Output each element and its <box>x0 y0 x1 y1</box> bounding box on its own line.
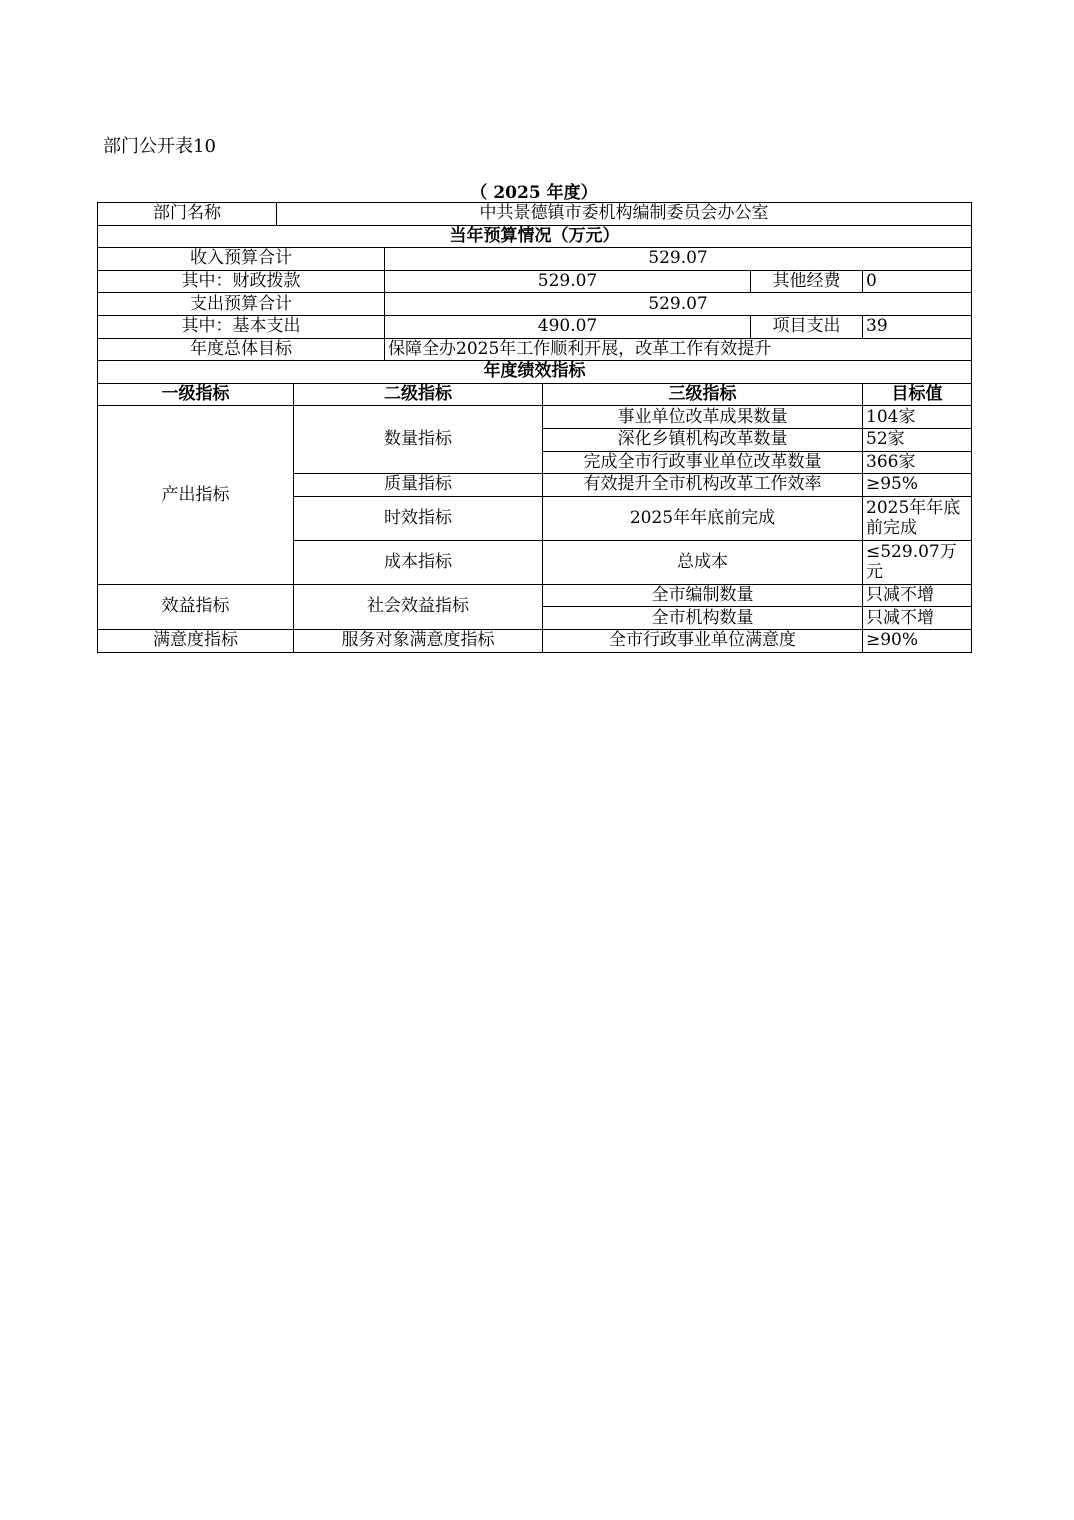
fiscal-row <box>98 270 972 293</box>
other-funds-value: 0 <box>863 270 972 293</box>
quality-item-name: 有效提升全市机构改革工作效率 <box>543 474 863 497</box>
social-benefit-label: 社会效益指标 <box>294 584 543 629</box>
table-row <box>98 406 972 429</box>
basic-expense-value: 490.07 <box>385 315 751 338</box>
timeliness-item-name: 2025年年底前完成 <box>543 496 863 540</box>
cost-label: 成本指标 <box>294 540 543 584</box>
quantity-item-name: 事业单位改革成果数量 <box>543 406 863 429</box>
quantity-item-target: 52家 <box>863 428 972 451</box>
col-level3: 三级指标 <box>543 383 863 406</box>
annual-goal-label: 年度总体目标 <box>98 338 385 361</box>
basic-expense-row <box>98 315 972 338</box>
satisfaction-item-name: 全市行政事业单位满意度 <box>543 629 863 652</box>
cost-item-target: ≤529.07万元 <box>863 540 972 584</box>
table-row <box>98 584 972 607</box>
quality-label: 质量指标 <box>294 474 543 497</box>
project-expense-label: 项目支出 <box>751 315 863 338</box>
cost-item-name: 总成本 <box>543 540 863 584</box>
quantity-item-name: 完成全市行政事业单位改革数量 <box>543 451 863 474</box>
quantity-item-name: 深化乡镇机构改革数量 <box>543 428 863 451</box>
benefit-item-name: 全市编制数量 <box>543 584 863 607</box>
satisfaction-label: 服务对象满意度指标 <box>294 629 543 652</box>
budget-header-row <box>98 225 972 248</box>
income-total-label: 收入预算合计 <box>98 248 385 271</box>
annual-goal-row <box>98 338 972 361</box>
expense-total-label: 支出预算合计 <box>98 293 385 316</box>
expense-total-value: 529.07 <box>385 293 972 316</box>
quantity-item-target: 366家 <box>863 451 972 474</box>
annual-goal-value: 保障全办2025年工作顺利开展，改革工作有效提升 <box>385 338 972 361</box>
dept-row <box>98 203 972 226</box>
budget-header: 当年预算情况（万元） <box>98 225 972 248</box>
quality-item-target: ≥95% <box>863 474 972 497</box>
year-title: （ 2025 年度） <box>470 183 598 203</box>
performance-table <box>97 202 972 653</box>
table-row <box>98 629 972 652</box>
benefit-level1: 效益指标 <box>98 584 294 629</box>
col-level1: 一级指标 <box>98 383 294 406</box>
fiscal-label: 其中：财政拨款 <box>98 270 385 293</box>
document-label: 部门公开表10 <box>103 136 216 157</box>
basic-expense-label: 其中：基本支出 <box>98 315 385 338</box>
col-target: 目标值 <box>863 383 972 406</box>
income-total-row <box>98 248 972 271</box>
income-total-value: 529.07 <box>385 248 972 271</box>
quantity-label: 数量指标 <box>294 406 543 474</box>
perf-header: 年度绩效指标 <box>98 361 972 384</box>
benefit-item-target: 只减不增 <box>863 607 972 630</box>
column-header-row <box>98 383 972 406</box>
perf-header-row <box>98 361 972 384</box>
quantity-item-target: 104家 <box>863 406 972 429</box>
output-level1: 产出指标 <box>98 406 294 584</box>
dept-value: 中共景德镇市委机构编制委员会办公室 <box>277 203 972 226</box>
satisfaction-item-target: ≥90% <box>863 629 972 652</box>
timeliness-item-target: 2025年年底前完成 <box>863 496 972 540</box>
other-funds-label: 其他经费 <box>751 270 863 293</box>
satisfaction-level1: 满意度指标 <box>98 629 294 652</box>
dept-label: 部门名称 <box>98 203 277 226</box>
timeliness-label: 时效指标 <box>294 496 543 540</box>
benefit-item-name: 全市机构数量 <box>543 607 863 630</box>
col-level2: 二级指标 <box>294 383 543 406</box>
expense-total-row <box>98 293 972 316</box>
project-expense-value: 39 <box>863 315 972 338</box>
fiscal-value: 529.07 <box>385 270 751 293</box>
benefit-item-target: 只减不增 <box>863 584 972 607</box>
